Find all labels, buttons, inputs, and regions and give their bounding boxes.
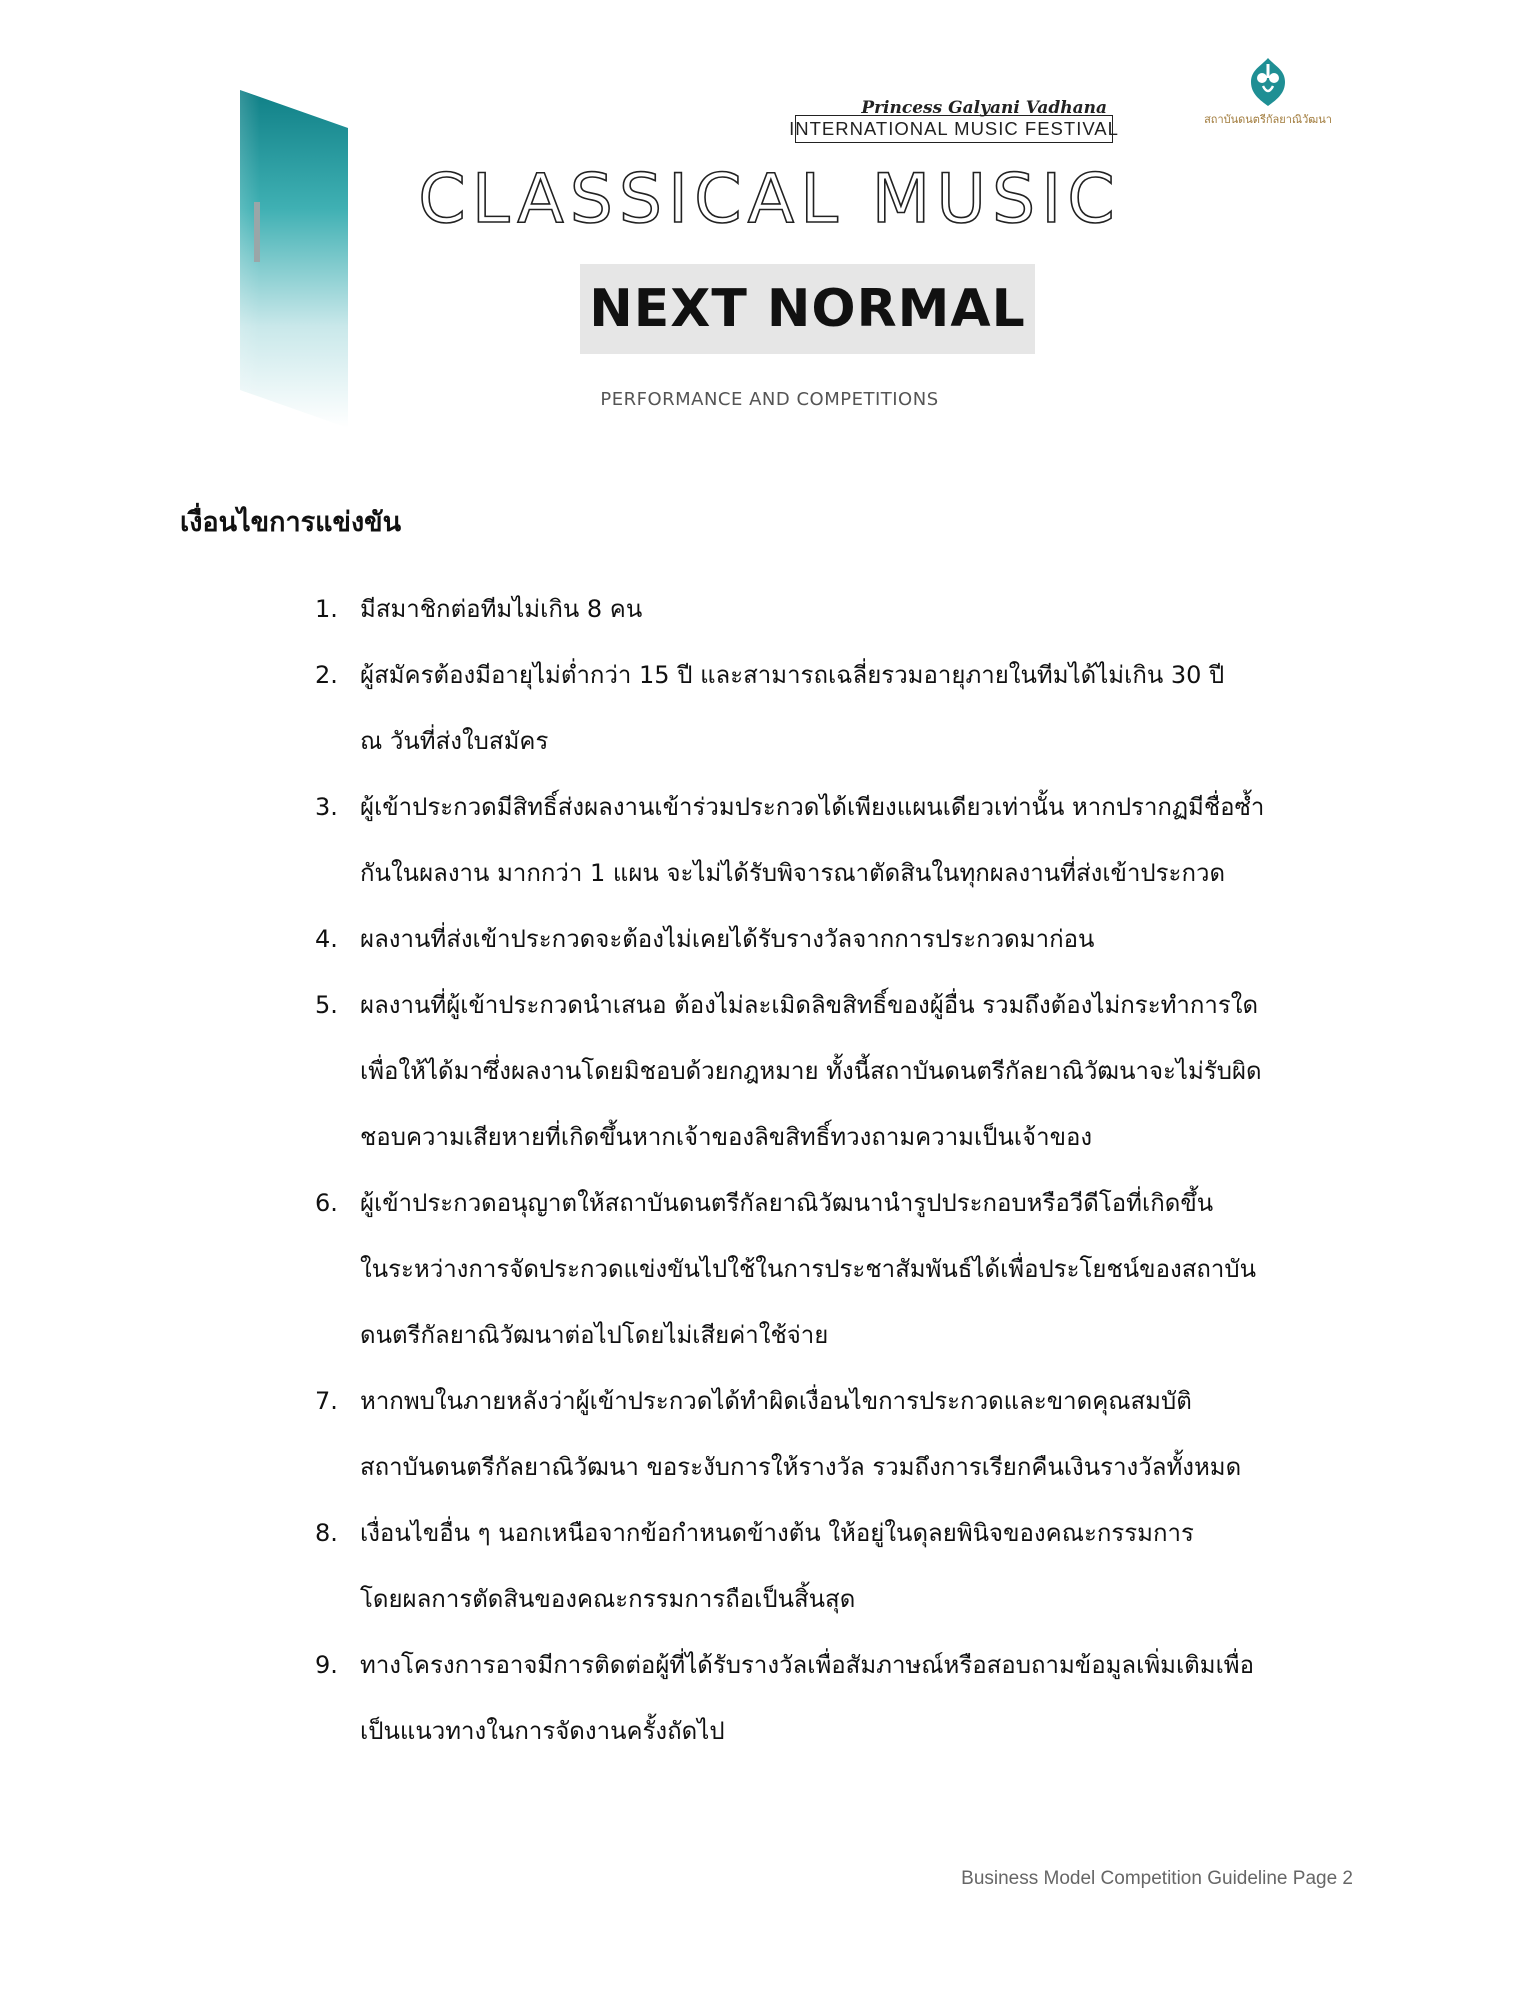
item-line: ทางโครงการอาจมีการติดต่อผู้ที่ได้รับรางวัลเพื่อสัมภาษณ์หรือสอบถามข้อมูลเพิ่มเติมเพื่อ (360, 1651, 1255, 1679)
item-line: ผลงานที่ส่งเข้าประกวดจะต้องไม่เคยได้รับรางวัลจากการประกวดมาก่อน (360, 925, 1095, 953)
page-footer: Business Model Competition Guideline Page 2 (961, 1868, 1353, 1889)
list-item (315, 774, 1355, 906)
item-line: กันในผลงาน มากกว่า 1 แผน จะไม่ได้รับพิจารณาตัดสินในทุกผลงานที่ส่งเข้าประกวด (360, 859, 1226, 887)
item-number: 4. (315, 925, 338, 953)
item-line: ณ วันที่ส่งใบสมัคร (360, 727, 549, 755)
list-item (315, 972, 1355, 1170)
item-number: 5. (315, 991, 338, 1019)
item-line: เพื่อให้ได้มาซึ่งผลงานโดยมิชอบด้วยกฎหมาย ทั้งนี้สถาบันดนตรีกัลยาณิวัฒนาจะไม่รับผิด (360, 1057, 1262, 1085)
item-line: ชอบความเสียหายที่เกิดขึ้นหากเจ้าของลิขสิทธิ์ทวงถามความเป็นเจ้าของ (360, 1123, 1093, 1151)
item-number: 3. (315, 793, 338, 821)
conditions-list (315, 576, 1355, 1764)
item-line: ผู้เข้าประกวดมีสิทธิ์ส่งผลงานเข้าร่วมประกวดได้เพียงแผนเดียวเท่านั้น หากปรากฏมีชื่อซ้ำ (360, 793, 1265, 821)
item-line: มีสมาชิกต่อทีมไม่เกิน 8 คน (360, 595, 643, 623)
tagline: PERFORMANCE AND COMPETITIONS (600, 389, 939, 410)
subtitle-box (580, 264, 1035, 354)
item-line: สถาบันดนตรีกัลยาณิวัฒนา ขอระงับการให้รางวัล รวมถึงการเรียกคืนเงินรางวัลทั้งหมด (360, 1453, 1242, 1481)
item-number: 2. (315, 661, 338, 689)
institute-logo (1198, 56, 1338, 142)
item-line: เป็นแนวทางในการจัดงานครั้งถัดไป (360, 1717, 725, 1745)
festival-name-box (789, 115, 1119, 143)
item-number: 6. (315, 1189, 338, 1217)
item-line: โดยผลการตัดสินของคณะกรรมการถือเป็นสิ้นสุด (360, 1585, 856, 1613)
list-item (315, 906, 1355, 972)
item-line: ผู้สมัครต้องมีอายุไม่ต่ำกว่า 15 ปี และสามารถเฉลี่ยรวมอายุภายในทีมได้ไม่เกิน 30 ปี (360, 661, 1225, 689)
item-number: 7. (315, 1387, 338, 1415)
item-number: 8. (315, 1519, 338, 1547)
subtitle-text: NEXT NORMAL (589, 279, 1026, 339)
list-item (315, 1368, 1355, 1500)
item-line: ในระหว่างการจัดประกวดแข่งขันไปใช้ในการประชาสัมพันธ์ได้เพื่อประโยชน์ของสถาบัน (360, 1255, 1257, 1283)
item-number: 9. (315, 1651, 338, 1679)
item-line: ผู้เข้าประกวดอนุญาตให้สถาบันดนตรีกัลยาณิวัฒนานำรูปประกอบหรือวีดีโอที่เกิดขึ้น (360, 1189, 1214, 1217)
item-line: เงื่อนไขอื่น ๆ นอกเหนือจากข้อกำหนดข้างต้น ให้อยู่ในดุลยพินิจของคณะกรรมการ (360, 1519, 1194, 1547)
institute-emblem-icon (1245, 56, 1291, 108)
list-item (315, 1170, 1355, 1368)
page-title (0, 160, 1539, 239)
list-item (315, 1500, 1355, 1632)
page-title-text: CLASSICAL MUSIC (418, 160, 1121, 239)
institute-name: สถาบันดนตรีกัลยาณิวัฒนา (1204, 113, 1332, 126)
section-heading: เงื่อนไขการแข่งขัน (180, 507, 402, 538)
festival-logo (789, 98, 1119, 146)
list-item (315, 1632, 1355, 1764)
festival-name: INTERNATIONAL MUSIC FESTIVAL (789, 118, 1119, 139)
list-item (315, 576, 1355, 642)
list-item (315, 642, 1355, 774)
door-graphic (240, 90, 348, 428)
item-line: หากพบในภายหลังว่าผู้เข้าประกวดได้ทำผิดเงื่อนไขการประกวดและขาดคุณสมบัติ (360, 1387, 1192, 1415)
festival-script-text: Princess Galyani Vadhana (861, 98, 1107, 118)
item-number: 1. (315, 595, 338, 623)
item-line: ดนตรีกัลยาณิวัฒนาต่อไปโดยไม่เสียค่าใช้จ่าย (360, 1321, 829, 1349)
item-line: ผลงานที่ผู้เข้าประกวดนำเสนอ ต้องไม่ละเมิดลิขสิทธิ์ของผู้อื่น รวมถึงต้องไม่กระทำการใด (360, 991, 1259, 1019)
